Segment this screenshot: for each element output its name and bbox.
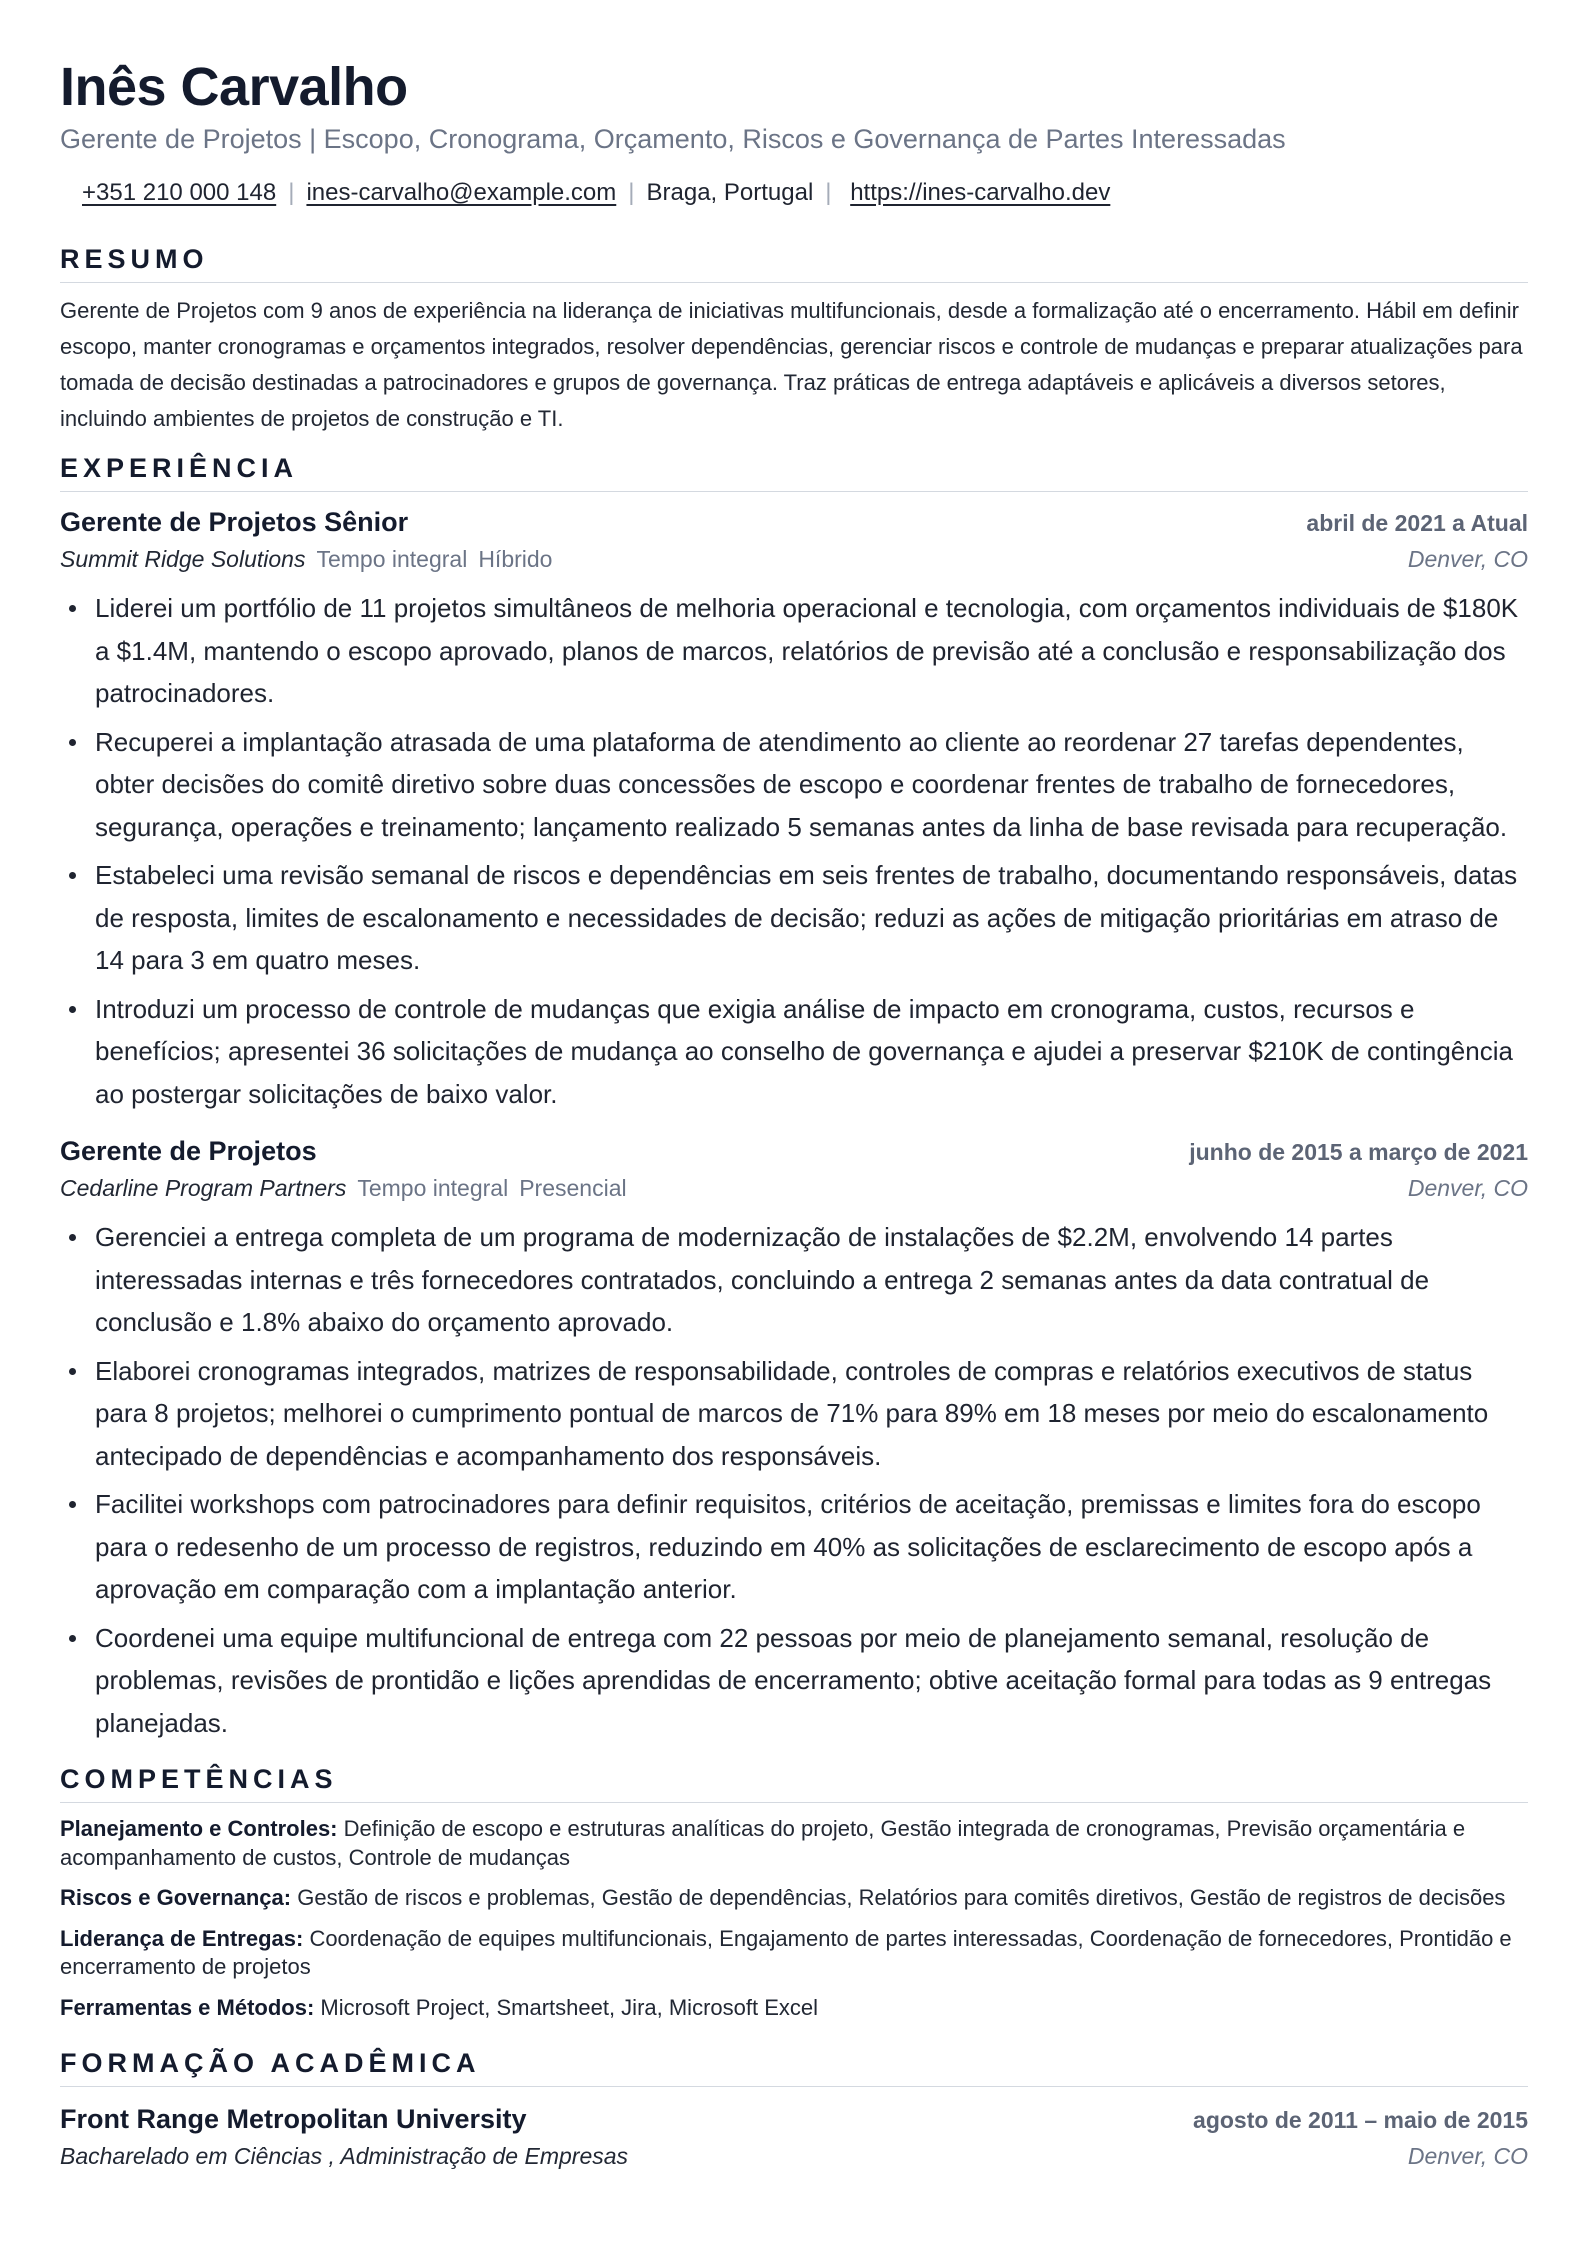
skill-group-label: Planejamento e Controles: xyxy=(60,1816,338,1841)
job-location: Denver, CO xyxy=(1407,546,1528,572)
bullet-item: Liderei um portfólio de 11 projetos simultâneos de melhoria operacional e tecnologia, com orçamentos individuais de $180K a $1.4M, mantendo o escopo aprovado, planos de marcos, relatórios de previsão até a conclusão e responsabilização dos patrocinadores. xyxy=(95,587,1528,715)
candidate-name: Inês Carvalho xyxy=(60,57,408,117)
work-mode: Híbrido xyxy=(478,546,553,572)
skill-group xyxy=(60,1884,1528,1913)
bullet-item: Introduzi um processo de controle de mudanças que exigia análise de impacto em cronograma, custos, recursos e benefícios; apresentei 36 solicitações de mudança ao conselho de governança e ajudei a preservar $210K de contingência ao postergar solicitações de baixo valor. xyxy=(95,988,1528,1116)
skill-group-label: Ferramentas e Métodos: xyxy=(60,1994,315,2020)
location-text: Braga, Portugal xyxy=(646,179,814,206)
summary-text: Gerente de Projetos com 9 anos de experiência na liderança de iniciativas multifuncionais, desde a formalização até o encerramento. Hábil em definir escopo, manter cronogramas e orçamentos integrados, resolver dependências, gerenciar riscos e controle de mudanças e preparar atualizações para tomada de decisão destinadas a patrocinadores e grupos de governança. Traz práticas de entrega adaptáveis e aplicáveis a diversos setores, incluindo ambientes de projetos de construção e TI. xyxy=(60,298,1523,431)
section-title-summary: RESUMO xyxy=(60,242,1528,283)
company-name: Summit Ridge Solutions xyxy=(60,546,306,572)
job-entry xyxy=(60,1133,1528,1744)
job-dates: junho de 2015 a março de 2021 xyxy=(1189,1139,1528,1165)
degree-name: Bacharelado em Ciências , Administração de Empresas xyxy=(60,2143,629,2169)
company-name: Cedarline Program Partners xyxy=(60,1175,347,1201)
job-dates: abril de 2021 a Atual xyxy=(1306,510,1528,536)
education-dates: agosto de 2011 – maio de 2015 xyxy=(1193,2107,1528,2133)
job-subheader xyxy=(60,1172,1528,1204)
separator: | xyxy=(288,179,295,206)
skills-list xyxy=(60,1815,1528,2022)
employment-type: Tempo integral xyxy=(316,546,468,572)
section-title-skills: COMPETÊNCIAS xyxy=(60,1762,1528,1803)
job-bullets xyxy=(60,587,1528,1115)
school-name: Front Range Metropolitan University xyxy=(60,2104,527,2134)
education-subheader xyxy=(60,2138,1528,2174)
skill-group xyxy=(60,1994,1528,2023)
skill-group xyxy=(60,1815,1528,1872)
contact-line xyxy=(60,178,1528,208)
job-bullets xyxy=(60,1216,1528,1744)
job-location: Denver, CO xyxy=(1407,1175,1528,1201)
bullet-item: Estabeleci uma revisão semanal de riscos e dependências em seis frentes de trabalho, documentando responsáveis, datas de resposta, limites de escalonamento e necessidades de decisão; reduzi as ações de mitigação prioritárias em atraso de 14 para 3 em quatro meses. xyxy=(95,854,1528,982)
education-entry xyxy=(60,2101,1528,2174)
job-header xyxy=(60,1133,1528,1170)
section-title-education: FORMAÇÃO ACADÊMICA xyxy=(60,2046,1528,2087)
phone-link[interactable]: +351 210 000 148 xyxy=(82,179,277,206)
job-title: Gerente de Projetos Sênior xyxy=(60,507,409,537)
separator: | xyxy=(825,179,832,206)
website-link[interactable]: https://ines-carvalho.dev xyxy=(850,179,1111,206)
bullet-item: Gerenciei a entrega completa de um programa de modernização de instalações de $2.2M, envolvendo 14 partes interessadas internas e três fornecedores contratados, concluindo a entrega 2 semanas antes da data contratual de conclusão e 1.8% abaixo do orçamento aprovado. xyxy=(95,1216,1528,1344)
job-subheader xyxy=(60,543,1528,575)
bullet-item: Facilitei workshops com patrocinadores para definir requisitos, critérios de aceitação, premissas e limites fora do escopo para o redesenho de um processo de registros, reduzindo em 40% as solicitações de esclarecimento de escopo após a aprovação em comparação com a implantação anterior. xyxy=(95,1483,1528,1611)
skill-group-label: Riscos e Governança: xyxy=(60,1885,292,1910)
skill-group-items: Microsoft Project, Smartsheet, Jira, Microsoft Excel xyxy=(320,1994,818,2020)
employment-type: Tempo integral xyxy=(357,1175,509,1201)
email-link[interactable]: ines-carvalho@example.com xyxy=(306,179,617,206)
job-entry xyxy=(60,504,1528,1115)
bullet-item: Recuperei a implantação atrasada de uma plataforma de atendimento ao cliente ao reordenar 27 tarefas dependentes, obter decisões do comitê diretivo sobre duas concessões de escopo e coordenar frentes de trabalho de fornecedores, segurança, operações e treinamento; lançamento realizado 5 semanas antes da linha de base revisada para recuperação. xyxy=(95,721,1528,849)
skill-group-items: Definição de escopo e estruturas analíticas do projeto, Gestão integrada de cronogramas, Previsão orçamentária e acompanhamento de custos, Controle de mudanças xyxy=(60,1816,1466,1870)
education-header xyxy=(60,2101,1528,2138)
professional-headline: Gerente de Projetos | Escopo, Cronograma, Orçamento, Riscos e Governança de Partes Interessadas xyxy=(60,124,1286,154)
skill-group xyxy=(60,1925,1528,1982)
education-location: Denver, CO xyxy=(1407,2143,1528,2169)
work-mode: Presencial xyxy=(519,1175,627,1201)
bullet-item: Elaborei cronogramas integrados, matrizes de responsabilidade, controles de compras e relatórios executivos de status para 8 projetos; melhorei o cumprimento pontual de marcos de 71% para 89% em 18 meses por meio do escalonamento antecipado de dependências e acompanhamento dos responsáveis. xyxy=(95,1350,1528,1478)
section-title-experience: EXPERIÊNCIA xyxy=(60,451,1528,492)
job-title: Gerente de Projetos xyxy=(60,1136,317,1166)
skill-group-items: Coordenação de equipes multifuncionais, Engajamento de partes interessadas, Coordenação de fornecedores, Prontidão e encerramento de projetos xyxy=(60,1925,1512,1979)
skill-group-label: Liderança de Entregas: xyxy=(60,1925,304,1951)
skill-group-items: Gestão de riscos e problemas, Gestão de dependências, Relatórios para comitês diretivos, Gestão de registros de decisões xyxy=(297,1885,1506,1910)
separator: | xyxy=(628,179,635,206)
bullet-item: Coordenei uma equipe multifuncional de entrega com 22 pessoas por meio de planejamento semanal, resolução de problemas, revisões de prontidão e lições aprendidas de encerramento; obtive aceitação formal para todas as 9 entregas planejadas. xyxy=(95,1617,1528,1745)
job-header xyxy=(60,504,1528,541)
